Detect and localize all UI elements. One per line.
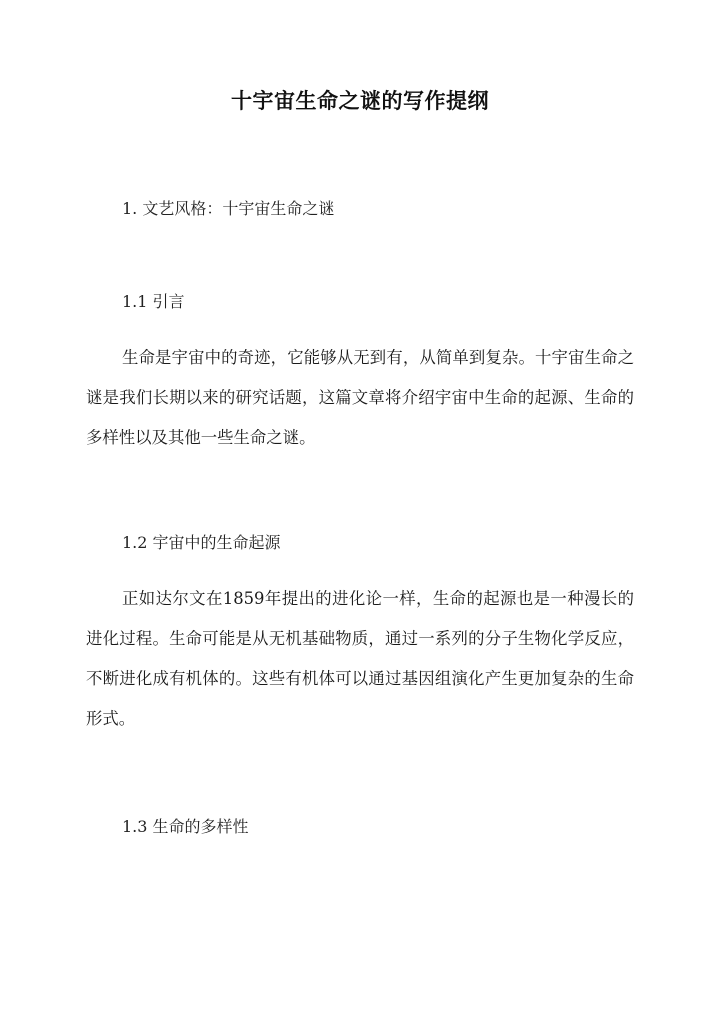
section-heading-1-3: 1.3 生命的多样性 [122, 817, 249, 836]
section-heading-1-2: 1.2 宇宙中的生命起源 [122, 533, 281, 552]
section-heading-1: 1. 文艺风格：十宇宙生命之谜 [122, 199, 335, 218]
document-title: 十宇宙生命之谜的写作提纲 [231, 88, 489, 113]
paragraph-life-origin: 正如达尔文在1859年提出的进化论一样，生命的起源也是一种漫长的进化过程。生命可能是从无机基础物质，通过一系列的分子生物化学反应，不断进化成有机体的。这些有机体可以通过基因组演化产生更加复杂的生命形式。 [86, 589, 634, 728]
paragraph-introduction: 生命是宇宙中的奇迹，它能够从无到有，从简单到复杂。十宇宙生命之谜是我们长期以来的研究话题，这篇文章将介绍宇宙中生命的起源、生命的多样性以及其他一些生命之谜。 [86, 348, 634, 447]
section-heading-1-1: 1.1 引言 [122, 292, 185, 311]
